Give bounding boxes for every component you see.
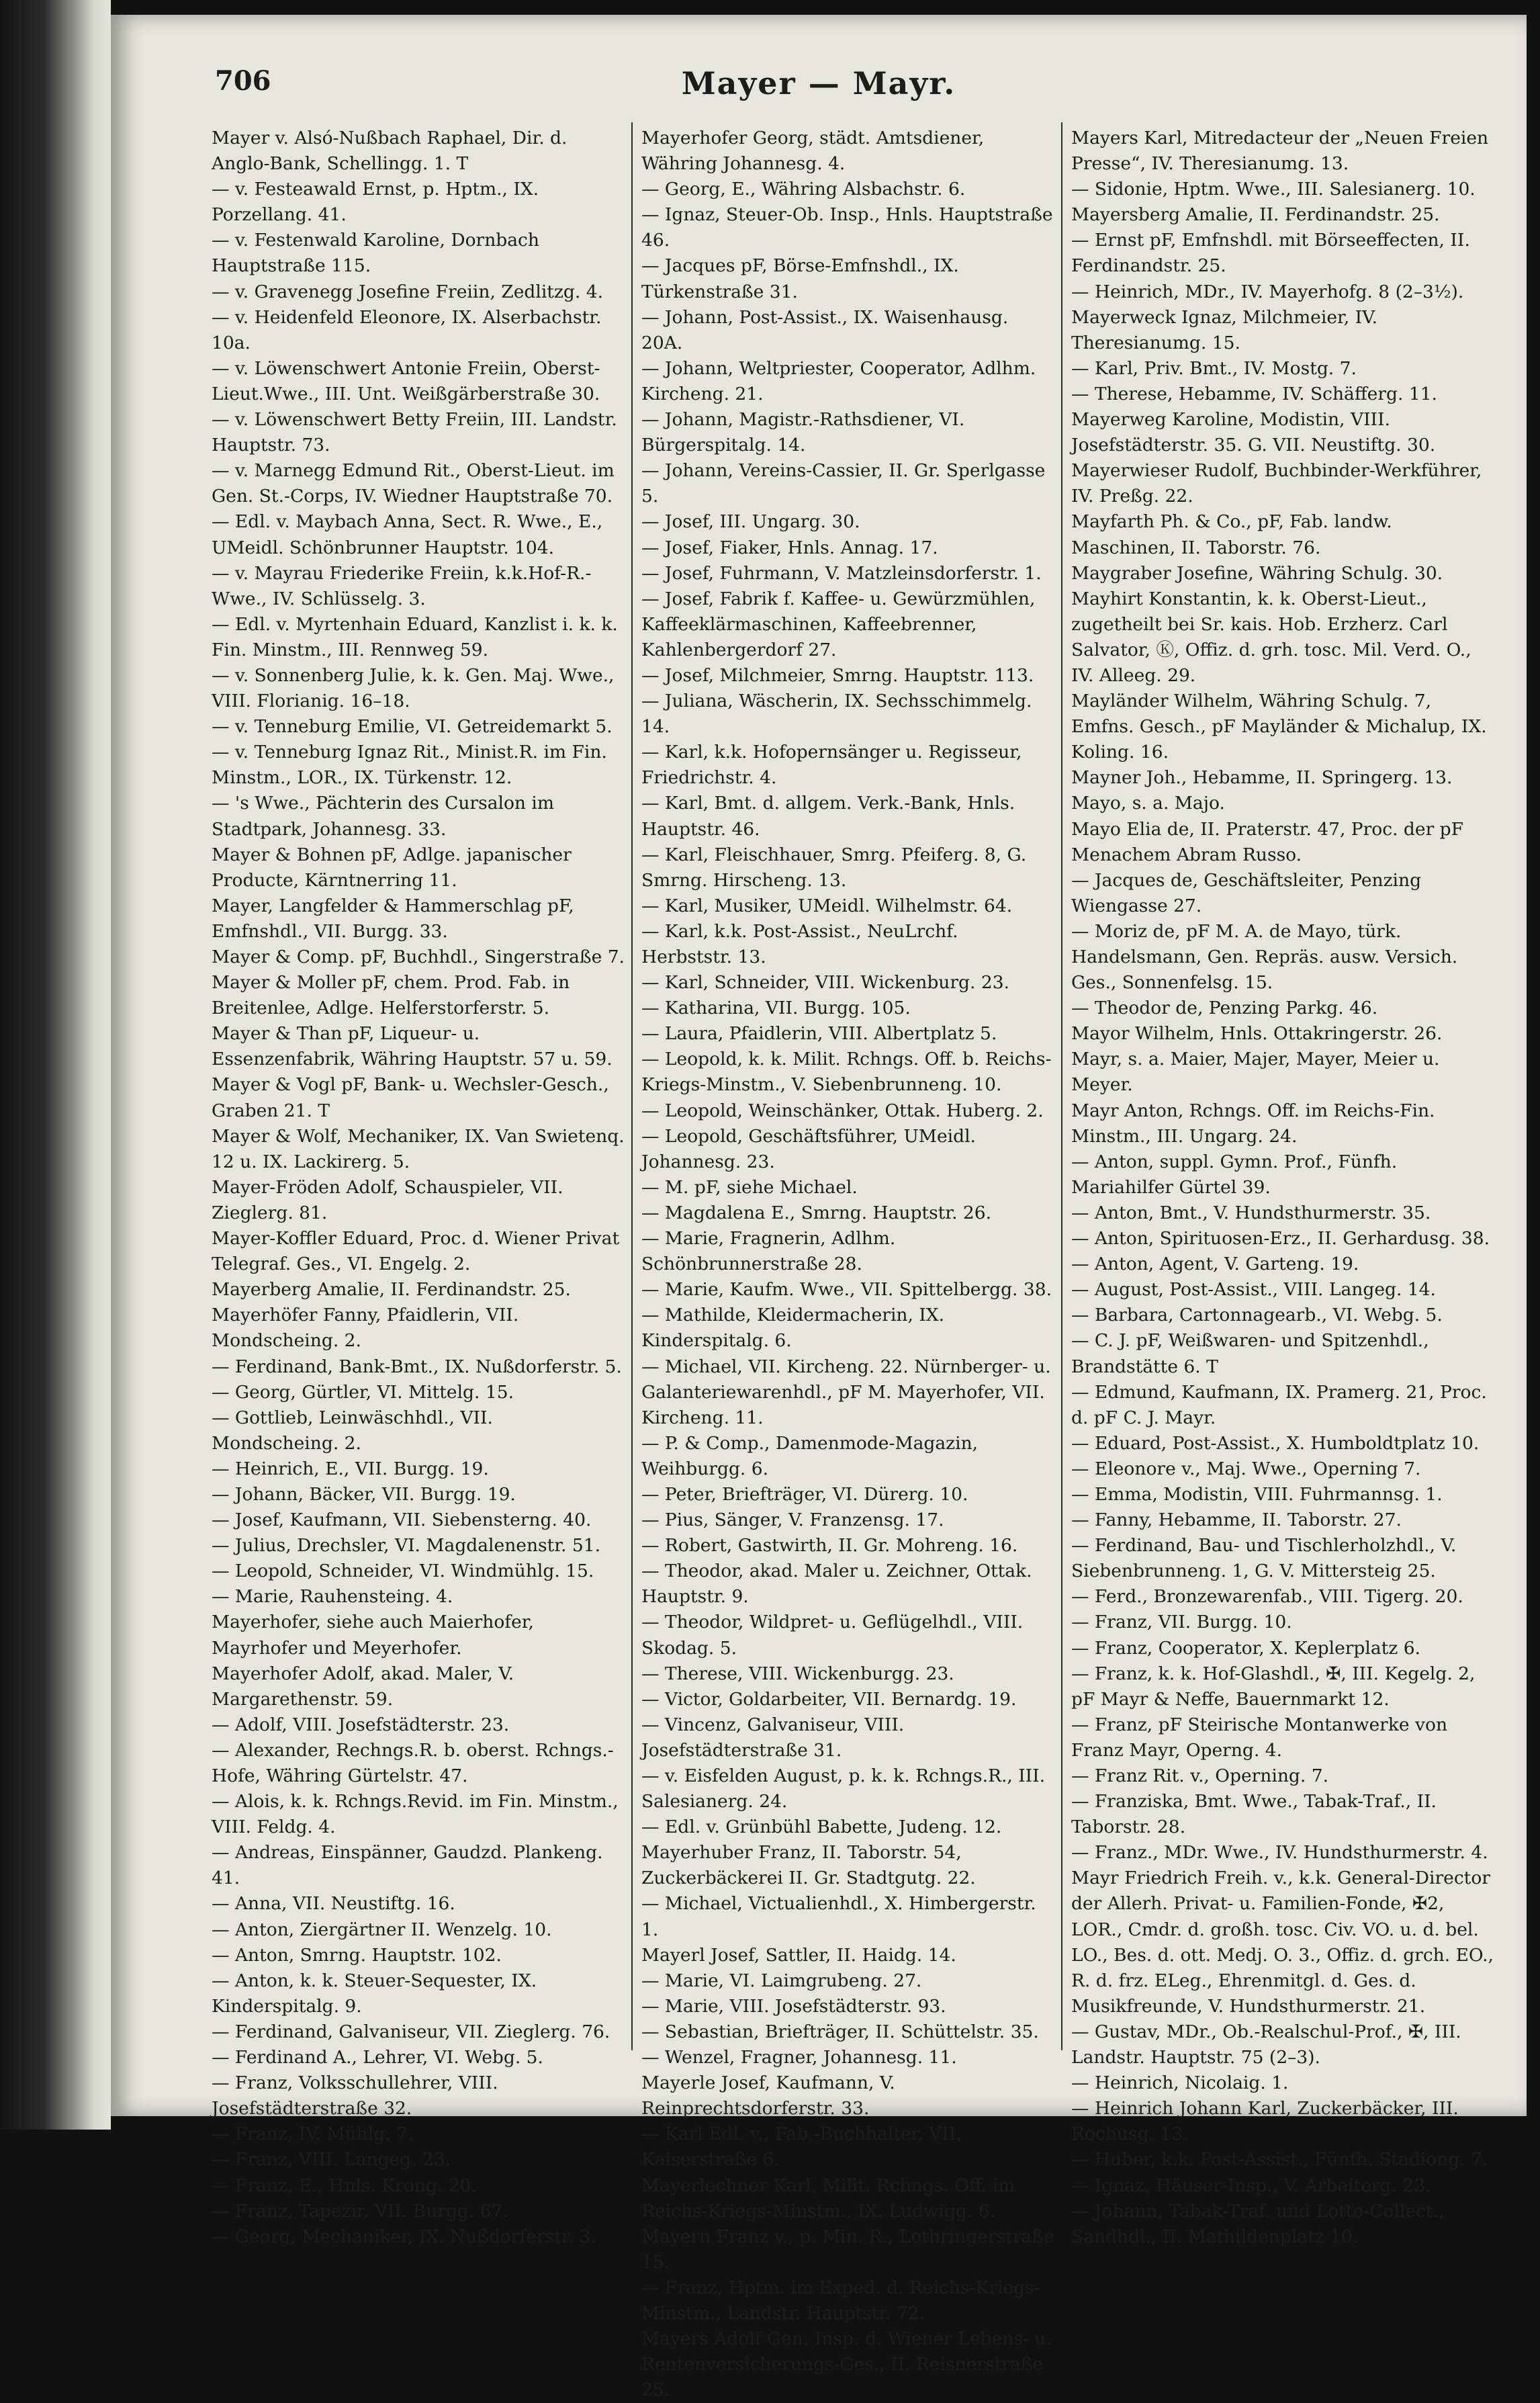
directory-entry: — Franz., MDr. Wwe., IV. Hundsthurmerstr. 4. [1071, 1842, 1488, 1864]
directory-entry: — Franz, Tapezir, VII. Burgg. 67. [212, 2200, 508, 2222]
directory-entry: — Karl Edl. v., Fab.-Buchhalter, VII. Kaiserstraße 6. [641, 2124, 962, 2171]
directory-entry: — Franz, VII. Burgg. 10. [1071, 1612, 1292, 1633]
directory-entry: — Franz Rit. v., Operning. 7. [1071, 1765, 1328, 1786]
directory-entry: Mayer-Koffler Eduard, Proc. d. Wiener Privat Telegraf. Ges., VI. Engelg. 2. [212, 1228, 620, 1275]
directory-entry: — Marie, Rauhensteing. 4. [212, 1586, 453, 1608]
directory-entry: — Josef, Milchmeier, Smrng. Hauptstr. 113. [641, 664, 1034, 686]
directory-entry: Mayerl Josef, Sattler, II. Haidg. 14. [641, 1944, 956, 1966]
directory-entry: Mayhirt Konstantin, k. k. Oberst-Lieut., zugetheilt bei Sr. kais. Hob. Erzherz. Carl Salvator, Ⓚ, Offiz. d. grh. tosc. Mil. Verd. O., IV. Alleeg. 29. [1071, 588, 1471, 686]
directory-entry: — Victor, Goldarbeiter, VII. Bernardg. 19. [641, 1688, 1017, 1710]
directory-entry: — Anton, Smrng. Hauptstr. 102. [212, 1944, 502, 1966]
directory-entry: — Josef, Fabrik f. Kaffee- u. Gewürzmühlen, Kaffeeklärmaschinen, Kaffeebrenner, Kahlenbergerdorf 27. [641, 588, 1036, 660]
directory-entry: — Leopold, Schneider, VI. Windmühlg. 15. [212, 1561, 594, 1582]
directory-entry: — Heinrich, MDr., IV. Mayerhofg. 8 (2–3½). [1071, 281, 1464, 302]
directory-entry: — Franz, VIII. Langeg. 23. [212, 2149, 451, 2171]
directory-entry: — Fanny, Hebamme, II. Taborstr. 27. [1071, 1510, 1402, 1531]
directory-entry: Mayer & Comp. pF, Buchhdl., Singerstraße 7. [212, 947, 625, 967]
directory-entry: — Marie, Fragnerin, Adlhm. Schönbrunnerstraße 28. [641, 1228, 896, 1275]
directory-entry: — Therese, Hebamme, IV. Schäfferg. 11. [1071, 383, 1437, 404]
directory-entry: — Heinrich Johann Karl, Zuckerbäcker, III. Rochusg. 13. [1071, 2098, 1459, 2145]
directory-entry: — Ignaz, Steuer-Ob. Insp., Hnls. Hauptstraße 46. [641, 204, 1053, 251]
book-spine [0, 0, 111, 2130]
directory-entry: — Robert, Gastwirth, II. Gr. Mohreng. 16. [641, 1535, 1018, 1557]
directory-entry: — Karl, k.k. Hofopernsänger u. Regisseur, Friedrichstr. 4. [641, 742, 1022, 789]
directory-entry: — P. & Comp., Damenmode-Magazin, Weihburgg. 6. [641, 1432, 979, 1479]
directory-entry: — Jacques pF, Börse-Emfnshdl., IX. Türkenstraße 31. [641, 255, 959, 302]
directory-entry: Mayerberg Amalie, II. Ferdinandstr. 25. [212, 1279, 571, 1301]
directory-entry: — Josef, III. Ungarg. 30. [641, 511, 860, 533]
directory-entry: — Leopold, Weinschänker, Ottak. Huberg. 2. [641, 1100, 1044, 1121]
directory-entry: — Sebastian, Briefträger, II. Schüttelstr. 35. [641, 2021, 1039, 2042]
directory-entry: — Anton, k. k. Steuer-Sequester, IX. Kinderspitalg. 9. [212, 1970, 537, 2017]
directory-entry: — Marie, VIII. Josefstädterstr. 93. [641, 1995, 946, 2017]
directory-entry: — Karl, Fleischhauer, Smrg. Pfeiferg. 8, G. Smrng. Hirscheng. 13. [641, 844, 1027, 891]
directory-entry: — v. Sonnenberg Julie, k. k. Gen. Maj. Wwe., VIII. Florianig. 16–18. [212, 664, 615, 712]
directory-entry: — Johann, Tabak-Traf. und Lotto-Collect., Sandhdl., II. Mathildenplatz 10. [1071, 2200, 1445, 2247]
directory-entry: — Johann, Post-Assist., IX. Waisenhausg. 20A. [641, 306, 1009, 353]
directory-entry: Mayer-Fröden Adolf, Schauspieler, VII. Zieglerg. 81. [212, 1176, 563, 1223]
directory-entry: — Johann, Bäcker, VII. Burgg. 19. [212, 1483, 516, 1505]
directory-entry: — Heinrich, Nicolaig. 1. [1071, 2072, 1289, 2094]
directory-entry: Mayer, Langfelder & Hammerschlag pF, Emfnshdl., VII. Burgg. 33. [212, 895, 574, 942]
directory-entry: — Theodor, akad. Maler u. Zeichner, Ottak. Hauptstr. 9. [641, 1561, 1032, 1608]
directory-entry: — v. Tenneburg Ignaz Rit., Minist.R. im Fin. Minstm., LOR., IX. Türkenstr. 12. [212, 742, 607, 789]
directory-entry: — Edl. v. Grünbühl Babette, Judeng. 12. [641, 1817, 1002, 1838]
page-number: 706 [215, 65, 271, 97]
directory-entry: — 's Wwe., Pächterin des Cursalon im Stadtpark, Johannesg. 33. [212, 793, 555, 840]
directory-entry: — Wenzel, Fragner, Johannesg. 11. [641, 2047, 957, 2068]
directory-entry: — Ferdinand, Bau- und Tischlerholzhdl., V. Siebenbrunneng. 1, G. V. Mittersteig 25. [1071, 1535, 1457, 1582]
directory-entry: Mayfarth Ph. & Co., pF, Fab. landw. Maschinen, II. Taborstr. 76. [1071, 511, 1392, 558]
directory-entry: — v. Festenwald Karoline, Dornbach Hauptstraße 115. [212, 230, 539, 277]
directory-entry: — Karl, Priv. Bmt., IV. Mostg. 7. [1071, 357, 1357, 379]
directory-page [111, 15, 1527, 2401]
directory-entry: — Anton, suppl. Gymn. Prof., Fünfh. Mariahilfer Gürtel 39. [1071, 1151, 1398, 1198]
directory-entry: Mayer & Vogl pF, Bank- u. Wechsler-Gesch., Graben 21. T [212, 1074, 609, 1121]
directory-column-2 [641, 126, 1054, 2401]
directory-entry: — Anton, Spirituosen-Erz., II. Gerhardusg. 38. [1071, 1228, 1490, 1250]
directory-entry: — Anton, Bmt., V. Hundsthurmerstr. 35. [1071, 1202, 1431, 1223]
directory-entry: — v. Löwenschwert Betty Freiin, III. Landstr. Hauptstr. 73. [212, 409, 617, 456]
directory-entry: — Magdalena E., Smrng. Hauptstr. 26. [641, 1202, 992, 1223]
directory-entry: — Ignaz, Häuser-Insp., V. Arbeiterg. 23. [1071, 2175, 1431, 2196]
directory-entry: — Marie, Kaufm. Wwe., VII. Spittelbergg. 38. [641, 1279, 1052, 1301]
directory-entry: — Jacques de, Geschäftsleiter, Penzing Wiengasse 27. [1071, 869, 1422, 916]
directory-entry: Mayerhuber Franz, II. Taborstr. 54, Zuckerbäckerei II. Gr. Stadtgutg. 22. [641, 1842, 976, 1889]
directory-entry: — Vincenz, Galvaniseur, VIII. Josefstädterstraße 31. [641, 1714, 905, 1761]
directory-entry: — Emma, Modistin, VIII. Fuhrmannsg. 1. [1071, 1483, 1443, 1505]
directory-entry: — Huber, k.k. Post-Assist., Fünfh. Stadiong. 7. [1071, 2149, 1488, 2171]
directory-entry: — Edmund, Kaufmann, IX. Pramerg. 21, Proc. d. pF C. J. Mayr. [1071, 1381, 1487, 1428]
directory-entry: — Sidonie, Hptm. Wwe., III. Salesianerg. 10. [1071, 179, 1476, 200]
directory-entry: — Ernst pF, Emfnshdl. mit Börseeffecten, II. Ferdinandstr. 25. [1071, 230, 1470, 277]
directory-entry: — C. J. pF, Weißwaren- und Spitzenhdl., Brandstätte 6. T [1071, 1330, 1429, 1377]
directory-entry: — Anton, Ziergärtner II. Wenzelg. 10. [212, 1919, 552, 1940]
directory-entry: — Moriz de, pF M. A. de Mayo, türk. Handelsmann, Gen. Repräs. ausw. Versich. Ges., Sonnenfelsg. 15. [1071, 920, 1458, 994]
directory-entry: — Ferdinand, Bank-Bmt., IX. Nußdorferstr. 5. [212, 1356, 622, 1377]
directory-entry: — Franz, pF Steirische Montanwerke von Franz Mayr, Operng. 4. [1071, 1714, 1448, 1761]
directory-entry: — Ferdinand, Galvaniseur, VII. Zieglerg. 76. [212, 2021, 610, 2042]
directory-entry: — Leopold, Geschäftsführer, UMeidl. Johannesg. 23. [641, 1125, 976, 1172]
directory-entry: Mayr Anton, Rchngs. Off. im Reichs-Fin. Minstm., III. Ungarg. 24. [1071, 1100, 1435, 1147]
directory-entry: — Josef, Fiaker, Hnls. Annag. 17. [641, 537, 938, 558]
directory-entry: — Ferdinand A., Lehrer, VI. Webg. 5. [212, 2047, 543, 2068]
directory-entry: Mayer & Than pF, Liqueur- u. Essenzenfabrik, Währing Hauptstr. 57 u. 59. [212, 1023, 613, 1070]
directory-entry: — Karl, Musiker, UMeidl. Wilhelmstr. 64. [641, 895, 1013, 916]
directory-entry: — Eduard, Post-Assist., X. Humboldtplatz 10. [1071, 1432, 1480, 1454]
directory-entry: Mayo Elia de, II. Praterstr. 47, Proc. der pF Menachem Abram Russo. [1071, 818, 1464, 865]
directory-entry: — August, Post-Assist., VIII. Langeg. 14. [1071, 1279, 1436, 1301]
directory-entry: — Edl. v. Maybach Anna, Sect. R. Wwe., E., UMeidl. Schönbrunner Hauptstr. 104. [212, 511, 603, 558]
directory-entry: — Franz, IV. Mühlg. 7. [212, 2124, 414, 2145]
directory-entry: — Georg, Gürtler, VI. Mittelg. 15. [212, 1381, 514, 1403]
column-divider [631, 122, 633, 2050]
directory-entry: — v. Eisfelden August, p. k. k. Rchngs.R., III. Salesianerg. 24. [641, 1765, 1046, 1812]
directory-entry: — Franz, Hptm. im Exped. d. Reichs-Kriegs-Minstm., Landstr. Hauptstr. 72. [641, 2277, 1040, 2324]
directory-entry: — Franz, k. k. Hof-Glashdl., ✠, III. Kegelg. 2, pF Mayr & Neffe, Bauernmarkt 12. [1071, 1663, 1476, 1710]
directory-entry: — Juliana, Wäscherin, IX. Sechsschimmelg. 14. [641, 691, 1032, 738]
directory-entry: — Theodor, Wildpret- u. Geflügelhdl., VIII. Skodag. 5. [641, 1612, 1024, 1659]
directory-entry: — Gottlieb, Leinwäschhdl., VII. Mondscheing. 2. [212, 1407, 493, 1454]
directory-entry: — v. Löwenschwert Antonie Freiin, Oberst-Lieut.Wwe., III. Unt. Weißgärberstraße 30. [212, 357, 600, 404]
directory-entry: — Georg, E., Währing Alsbachstr. 6. [641, 179, 966, 200]
directory-entry: — M. pF, siehe Michael. [641, 1176, 858, 1198]
directory-entry: — v. Gravenegg Josefine Freiin, Zedlitzg. 4. [212, 281, 604, 302]
directory-entry: Mayers Karl, Mitredacteur der „Neuen Freien Presse“, IV. Theresianumg. 13. [1071, 128, 1489, 175]
page-title: Mayer — Mayr. [681, 65, 956, 101]
directory-entry: — Johann, Weltpriester, Cooperator, Adlhm. Kircheng. 21. [641, 357, 1036, 404]
directory-entry: — v. Tenneburg Emilie, VI. Getreidemarkt 5. [212, 716, 613, 738]
directory-entry: Maygraber Josefine, Währing Schulg. 30. [1071, 562, 1443, 584]
directory-entry: Mayerhofer Georg, städt. Amtsdiener, Währing Johannesg. 4. [641, 128, 985, 175]
directory-entry: — v. Marnegg Edmund Rit., Oberst-Lieut. im Gen. St.-Corps, IV. Wiedner Hauptstraße 70. [212, 460, 615, 507]
directory-entry: — Eleonore v., Maj. Wwe., Operning 7. [1071, 1458, 1421, 1479]
directory-entry: — Anton, Agent, V. Garteng. 19. [1071, 1254, 1359, 1275]
directory-entry: — Josef, Kaufmann, VII. Siebensterng. 40. [212, 1510, 592, 1531]
directory-entry: Mayer & Moller pF, chem. Prod. Fab. in Breitenlee, Adlge. Helferstorferstr. 5. [212, 972, 570, 1019]
directory-entry: — Heinrich, E., VII. Burgg. 19. [212, 1458, 489, 1479]
directory-entry: Mayerhofer Adolf, akad. Maler, V. Margarethenstr. 59. [212, 1663, 514, 1710]
directory-entry: Mayer v. Alsó-Nußbach Raphael, Dir. d. Anglo-Bank, Schellingg. 1. T [212, 128, 568, 175]
column-divider [1061, 122, 1062, 2050]
directory-entry: — Josef, Fuhrmann, V. Matzleinsdorferstr. 1. [641, 562, 1042, 584]
directory-entry: — Georg, Mechaniker, IX. Nußdorferstr. 3. [212, 2226, 596, 2247]
directory-entry: — Mathilde, Kleidermacherin, IX. Kinderspitalg. 6. [641, 1305, 945, 1352]
directory-entry: — v. Heidenfeld Eleonore, IX. Alserbachstr. 10a. [212, 306, 602, 353]
directory-entry: — Alois, k. k. Rchngs.Revid. im Fin. Minstm., VIII. Feldg. 4. [212, 1791, 619, 1838]
directory-entry: Mayersberg Amalie, II. Ferdinandstr. 25. [1071, 204, 1440, 226]
directory-entry: — Franziska, Bmt. Wwe., Tabak-Traf., II. Taborstr. 28. [1071, 1791, 1437, 1838]
directory-entry: Mayr, s. a. Maier, Majer, Mayer, Meier u. Meyer. [1071, 1049, 1440, 1096]
directory-entry: — Franz, Volksschullehrer, VIII. Josefstädterstraße 32. [212, 2072, 498, 2120]
directory-entry: Mayerwieser Rudolf, Buchbinder-Werkführer, IV. Preßg. 22. [1071, 460, 1482, 507]
directory-entry: — Marie, VI. Laimgrubeng. 27. [641, 1970, 922, 1991]
directory-entry: Mayländer Wilhelm, Währing Schulg. 7, Emfns. Gesch., pF Mayländer & Michalup, IX. Koling. 16. [1071, 691, 1487, 763]
directory-entry: — Johann, Vereins-Cassier, II. Gr. Sperlgasse 5. [641, 460, 1046, 507]
directory-entry: Mayerweg Karoline, Modistin, VIII. Josefstädterstr. 35. G. VII. Neustiftg. 30. [1071, 409, 1436, 456]
directory-entry: — Adolf, VIII. Josefstädterstr. 23. [212, 1714, 510, 1735]
directory-entry: Mayner Joh., Hebamme, II. Springerg. 13. [1071, 767, 1453, 789]
directory-entry: Mayerle Josef, Kaufmann, V. Reinprechtsdorferstr. 33. [641, 2072, 895, 2120]
directory-entry: — Franz, E., Hnls. Krong. 20. [212, 2175, 477, 2196]
directory-entry: — Peter, Briefträger, VI. Dürerg. 10. [641, 1483, 968, 1505]
directory-entry: — Franz, Cooperator, X. Keplerplatz 6. [1071, 1637, 1420, 1659]
directory-entry: Mayer & Wolf, Mechaniker, IX. Van Swietenq. 12 u. IX. Lackirerg. 5. [212, 1125, 625, 1172]
directory-entry: — Michael, VII. Kircheng. 22. Nürnberger- u. Galanteriewarenhdl., pF M. Mayerhofer, VII. Kircheng. 11. [641, 1356, 1051, 1428]
directory-entry: — Johann, Magistr.-Rathsdiener, VI. Bürgerspitalg. 14. [641, 409, 965, 456]
directory-entry: — Karl, Bmt. d. allgem. Verk.-Bank, Hnls. Hauptstr. 46. [641, 793, 1015, 840]
directory-entry: Mayer & Bohnen pF, Adlge. japanischer Producte, Kärntnerring 11. [212, 844, 572, 891]
directory-entry: Mayerhofer, siehe auch Maierhofer, Mayrhofer und Meyerhofer. [212, 1612, 534, 1659]
directory-entry: — Andreas, Einspänner, Gaudzd. Plankeng. 41. [212, 1842, 603, 1889]
directory-entry: Mayor Wilhelm, Hnls. Ottakringerstr. 26. [1071, 1023, 1443, 1045]
directory-entry: — Edl. v. Myrtenhain Eduard, Kanzlist i. k. k. Fin. Minstm., III. Rennweg 59. [212, 613, 618, 660]
directory-entry: — Gustav, MDr., Ob.-Realschul-Prof., ✠, III. Landstr. Hauptstr. 75 (2–3). [1071, 2021, 1461, 2068]
directory-entry: — Alexander, Rechngs.R. b. oberst. Rchngs.-Hofe, Währing Gürtelstr. 47. [212, 1739, 614, 1786]
directory-entry: — Julius, Drechsler, VI. Magdalenenstr. 51. [212, 1535, 601, 1557]
directory-entry: — Ferd., Bronzewarenfab., VIII. Tigerg. 20. [1071, 1586, 1463, 1608]
directory-entry: Mayo, s. a. Majo. [1071, 793, 1225, 814]
directory-entry: Mayers Adolf Gen. Insp. d. Wiener Lebens- u. Rentenversicherungs-Ges., II. Reisnerstraße 25. [641, 2328, 1052, 2401]
directory-entry: — v. Festeawald Ernst, p. Hptm., IX. Porzellang. 41. [212, 179, 539, 226]
directory-column-3 [1071, 126, 1494, 2247]
directory-entry: — Barbara, Cartonnagearb., VI. Webg. 5. [1071, 1305, 1443, 1326]
directory-entry: — Anna, VII. Neustiftg. 16. [212, 1893, 455, 1915]
directory-entry: — Katharina, VII. Burgg. 105. [641, 998, 911, 1019]
directory-entry: Mayerhöfer Fanny, Pfaidlerin, VII. Mondscheing. 2. [212, 1305, 519, 1352]
directory-entry: — Karl, k.k. Post-Assist., NeuLrchf. Herbststr. 13. [641, 920, 958, 967]
directory-entry: — Karl, Schneider, VIII. Wickenburg. 23. [641, 972, 1009, 994]
directory-entry: — Therese, VIII. Wickenburgg. 23. [641, 1663, 954, 1684]
directory-entry: — Laura, Pfaidlerin, VIII. Albertplatz 5. [641, 1023, 997, 1045]
directory-entry: — v. Mayrau Friederike Freiin, k.k.Hof-R.-Wwe., IV. Schlüsselg. 3. [212, 562, 592, 609]
directory-entry: Mayr Friedrich Freih. v., k.k. General-Director der Allerh. Privat- u. Familien-Fonde, ✠2, LOR., Cmdr. d. großh. tosc. Civ. VO. u. d. bel. LO., Bes. d. ott. Medj. O. 3., Offiz. d. grch. EO., R. d. frz. ELeg., Ehrenmitgl. d. Ges. d. Musikfreunde, V. Hundsthurmerstr. 21. [1071, 1868, 1494, 2017]
directory-entry: — Pius, Sänger, V. Franzensg. 17. [641, 1510, 944, 1531]
directory-entry: Mayerlechner Karl, Milit. Rchngs. Off. im Reichs-Kriegs-Minstm., IX. Ludwigg. 6. [641, 2175, 1015, 2222]
directory-entry: — Theodor de, Penzing Parkg. 46. [1071, 998, 1378, 1019]
directory-entry: — Leopold, k. k. Milit. Rchngs. Off. b. Reichs-Kriegs-Minstm., V. Siebenbrunneng. 10. [641, 1049, 1052, 1096]
directory-entry: Mayerweck Ignaz, Milchmeier, IV. Theresianumg. 15. [1071, 306, 1378, 353]
directory-column-1 [212, 126, 625, 2247]
directory-entry: Mayern Franz v., p. Min. R., Lothringerstraße 15. [641, 2226, 1054, 2273]
directory-entry: — Michael, Victualienhdl., X. Himbergerstr. 1. [641, 1893, 1036, 1940]
